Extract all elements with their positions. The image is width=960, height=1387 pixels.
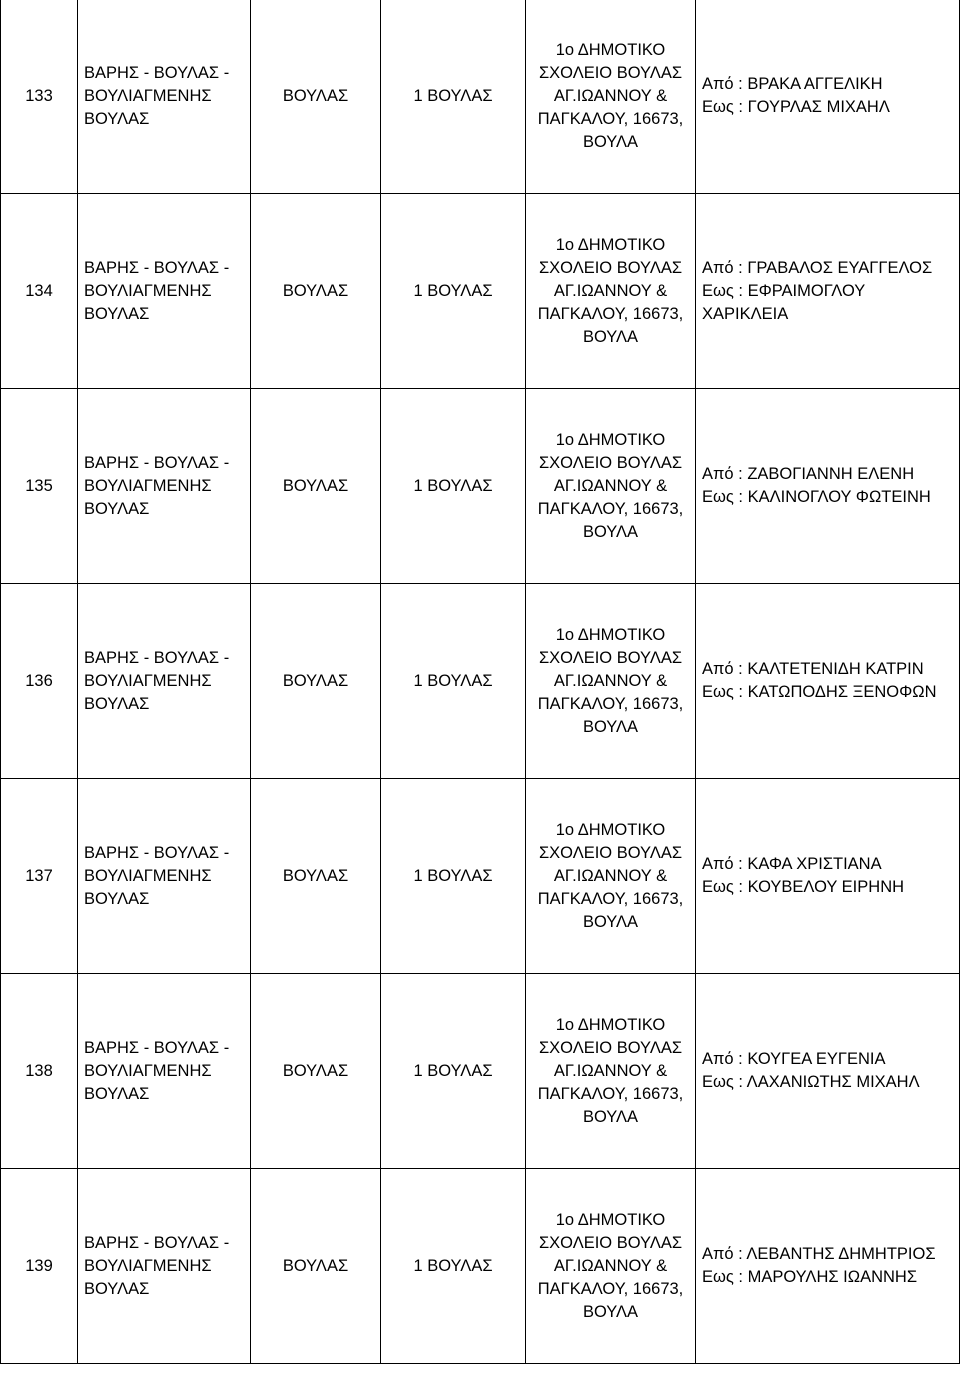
address-cell	[526, 389, 696, 584]
address-line: ΠΑΓΚΑΛΟΥ, 16673,	[537, 1279, 684, 1298]
municipality-line: ΒΟΥΛΑΣ	[84, 109, 150, 128]
row-number: 134	[1, 194, 78, 389]
municipality-line: ΒΟΥΛΙΑΓΜΕΝΗΣ	[84, 671, 212, 690]
range-to: Εως : ΜΑΡΟΥΛΗΣ ΙΩΑΝΝΗΣ	[702, 1268, 918, 1286]
table-row	[1, 194, 960, 389]
address-line: ΣΧΟΛΕΙΟ ΒΟΥΛΑΣ	[538, 843, 683, 862]
municipality-line: ΒΑΡΗΣ - ΒΟΥΛΑΣ -	[84, 258, 230, 277]
address-cell	[526, 1169, 696, 1364]
range-from: Από : ΛΕΒΑΝΤΗΣ ΔΗΜΗΤΡΙΟΣ	[702, 1245, 936, 1263]
municipal-unit-cell: ΒΟΥΛΑΣ	[251, 779, 381, 974]
address-line: ΒΟΥΛΑ	[582, 132, 639, 151]
range-from: Από : ΚΑΦΑ ΧΡΙΣΤΙΑΝΑ	[702, 855, 882, 873]
address-line: ΒΟΥΛΑ	[582, 327, 639, 346]
municipality-line: ΒΟΥΛΙΑΓΜΕΝΗΣ	[84, 281, 212, 300]
row-number: 133	[1, 0, 78, 194]
range-to: Εως : ΓΟΥΡΛΑΣ ΜΙΧΑΗΛ	[702, 98, 890, 116]
address-line: ΣΧΟΛΕΙΟ ΒΟΥΛΑΣ	[538, 258, 683, 277]
department-cell: 1 ΒΟΥΛΑΣ	[381, 584, 526, 779]
municipal-unit-cell: ΒΟΥΛΑΣ	[251, 1169, 381, 1364]
voter-range-cell	[696, 389, 960, 584]
address-line: ΣΧΟΛΕΙΟ ΒΟΥΛΑΣ	[538, 648, 683, 667]
municipal-unit-cell: ΒΟΥΛΑΣ	[251, 0, 381, 194]
municipality-cell	[78, 194, 251, 389]
range-to: Εως : ΚΑΤΩΠΟΔΗΣ ΞΕΝΟΦΩΝ	[702, 683, 937, 701]
row-number: 139	[1, 1169, 78, 1364]
range-from: Από : ΚΑΛΤΕΤΕΝΙΔΗ ΚΑΤΡΙΝ	[702, 660, 924, 678]
address-line: ΠΑΓΚΑΛΟΥ, 16673,	[537, 694, 684, 713]
department-cell: 1 ΒΟΥΛΑΣ	[381, 389, 526, 584]
address-line: ΑΓ.ΙΩΑΝΝΟΥ &	[553, 1061, 668, 1080]
municipality-cell	[78, 584, 251, 779]
address-line: ΠΑΓΚΑΛΟΥ, 16673,	[537, 304, 684, 323]
municipality-line: ΒΟΥΛΙΑΓΜΕΝΗΣ	[84, 866, 212, 885]
municipality-line: ΒΑΡΗΣ - ΒΟΥΛΑΣ -	[84, 453, 230, 472]
voter-range-cell	[696, 779, 960, 974]
address-cell	[526, 779, 696, 974]
range-to-continued: ΧΑΡΙΚΛΕΙΑ	[702, 304, 789, 323]
address-line: ΣΧΟΛΕΙΟ ΒΟΥΛΑΣ	[538, 63, 683, 82]
table-row	[1, 974, 960, 1169]
municipality-line: ΒΟΥΛΑΣ	[84, 304, 150, 323]
municipality-line: ΒΟΥΛΙΑΓΜΕΝΗΣ	[84, 1256, 212, 1275]
address-cell	[526, 194, 696, 389]
municipality-line: ΒΟΥΛΑΣ	[84, 1279, 150, 1298]
address-line: ΠΑΓΚΑΛΟΥ, 16673,	[537, 109, 684, 128]
address-line: 1ο ΔΗΜΟΤΙΚΟ	[555, 1015, 666, 1034]
address-line: ΣΧΟΛΕΙΟ ΒΟΥΛΑΣ	[538, 1038, 683, 1057]
address-line: ΑΓ.ΙΩΑΝΝΟΥ &	[553, 476, 668, 495]
range-to: Εως : ΕΦΡΑΙΜΟΓΛΟΥ	[702, 281, 866, 300]
address-line: ΒΟΥΛΑ	[582, 1302, 639, 1321]
address-line: ΒΟΥΛΑ	[582, 522, 639, 541]
address-line: ΑΓ.ΙΩΑΝΝΟΥ &	[553, 281, 668, 300]
range-to: Εως : ΛΑΧΑΝΙΩΤΗΣ ΜΙΧΑΗΛ	[702, 1073, 920, 1091]
municipal-unit-cell: ΒΟΥΛΑΣ	[251, 194, 381, 389]
table-row	[1, 1169, 960, 1364]
municipal-unit-cell: ΒΟΥΛΑΣ	[251, 584, 381, 779]
row-number: 138	[1, 974, 78, 1169]
municipality-line: ΒΟΥΛΑΣ	[84, 1084, 150, 1103]
range-from: Από : ΓΡΑΒΑΛΟΣ ΕΥΑΓΓΕΛΟΣ	[702, 258, 933, 277]
department-cell: 1 ΒΟΥΛΑΣ	[381, 194, 526, 389]
table-row	[1, 779, 960, 974]
range-to: Εως : ΚΑΛΙΝΟΓΛΟΥ ΦΩΤΕΙΝΗ	[702, 488, 931, 506]
address-cell	[526, 974, 696, 1169]
municipality-line: ΒΟΥΛΑΣ	[84, 889, 150, 908]
voter-range-cell	[696, 584, 960, 779]
voter-range-cell	[696, 0, 960, 194]
municipality-line: ΒΑΡΗΣ - ΒΟΥΛΑΣ -	[84, 648, 230, 667]
table-row	[1, 0, 960, 194]
department-cell: 1 ΒΟΥΛΑΣ	[381, 0, 526, 194]
voter-range-cell	[696, 194, 960, 389]
address-cell	[526, 0, 696, 194]
municipality-cell	[78, 974, 251, 1169]
municipality-line: ΒΑΡΗΣ - ΒΟΥΛΑΣ -	[84, 63, 230, 82]
address-line: 1ο ΔΗΜΟΤΙΚΟ	[555, 235, 666, 254]
municipality-cell	[78, 1169, 251, 1364]
address-line: ΑΓ.ΙΩΑΝΝΟΥ &	[553, 1256, 668, 1275]
row-number: 136	[1, 584, 78, 779]
table-row	[1, 584, 960, 779]
municipality-cell	[78, 389, 251, 584]
voter-range-cell	[696, 974, 960, 1169]
municipal-unit-cell: ΒΟΥΛΑΣ	[251, 974, 381, 1169]
address-line: ΣΧΟΛΕΙΟ ΒΟΥΛΑΣ	[538, 1233, 683, 1252]
municipality-line: ΒΟΥΛΙΑΓΜΕΝΗΣ	[84, 1061, 212, 1080]
municipality-line: ΒΑΡΗΣ - ΒΟΥΛΑΣ -	[84, 1233, 230, 1252]
department-cell: 1 ΒΟΥΛΑΣ	[381, 1169, 526, 1364]
municipality-line: ΒΑΡΗΣ - ΒΟΥΛΑΣ -	[84, 1038, 230, 1057]
address-line: ΣΧΟΛΕΙΟ ΒΟΥΛΑΣ	[538, 453, 683, 472]
address-line: 1ο ΔΗΜΟΤΙΚΟ	[555, 430, 666, 449]
address-line: 1ο ΔΗΜΟΤΙΚΟ	[555, 40, 666, 59]
department-cell: 1 ΒΟΥΛΑΣ	[381, 779, 526, 974]
range-from: Από : ΖΑΒΟΓΙΑΝΝΗ ΕΛΕΝΗ	[702, 465, 915, 483]
municipality-line: ΒΑΡΗΣ - ΒΟΥΛΑΣ -	[84, 843, 230, 862]
table-row	[1, 389, 960, 584]
municipality-cell	[78, 0, 251, 194]
department-cell: 1 ΒΟΥΛΑΣ	[381, 974, 526, 1169]
range-to: Εως : ΚΟΥΒΕΛΟΥ ΕΙΡΗΝΗ	[702, 878, 905, 896]
address-line: 1ο ΔΗΜΟΤΙΚΟ	[555, 820, 666, 839]
municipality-line: ΒΟΥΛΑΣ	[84, 694, 150, 713]
municipality-line: ΒΟΥΛΑΣ	[84, 499, 150, 518]
row-number: 137	[1, 779, 78, 974]
row-number: 135	[1, 389, 78, 584]
range-from: Από : ΚΟΥΓΕΑ ΕΥΓΕΝΙΑ	[702, 1050, 886, 1068]
address-line: ΠΑΓΚΑΛΟΥ, 16673,	[537, 889, 684, 908]
municipality-cell	[78, 779, 251, 974]
municipal-unit-cell: ΒΟΥΛΑΣ	[251, 389, 381, 584]
address-line: ΒΟΥΛΑ	[582, 912, 639, 931]
address-line: ΑΓ.ΙΩΑΝΝΟΥ &	[553, 86, 668, 105]
municipality-line: ΒΟΥΛΙΑΓΜΕΝΗΣ	[84, 476, 212, 495]
address-line: ΒΟΥΛΑ	[582, 717, 639, 736]
address-line: 1ο ΔΗΜΟΤΙΚΟ	[555, 1210, 666, 1229]
voter-range-cell	[696, 1169, 960, 1364]
address-line: ΑΓ.ΙΩΑΝΝΟΥ &	[553, 671, 668, 690]
address-line: 1ο ΔΗΜΟΤΙΚΟ	[555, 625, 666, 644]
address-line: ΠΑΓΚΑΛΟΥ, 16673,	[537, 499, 684, 518]
address-line: ΑΓ.ΙΩΑΝΝΟΥ &	[553, 866, 668, 885]
municipality-line: ΒΟΥΛΙΑΓΜΕΝΗΣ	[84, 86, 212, 105]
range-from: Από : ΒΡΑΚΑ ΑΓΓΕΛΙΚΗ	[702, 75, 883, 93]
address-cell	[526, 584, 696, 779]
table-body	[1, 0, 960, 1364]
address-line: ΒΟΥΛΑ	[582, 1107, 639, 1126]
address-line: ΠΑΓΚΑΛΟΥ, 16673,	[537, 1084, 684, 1103]
